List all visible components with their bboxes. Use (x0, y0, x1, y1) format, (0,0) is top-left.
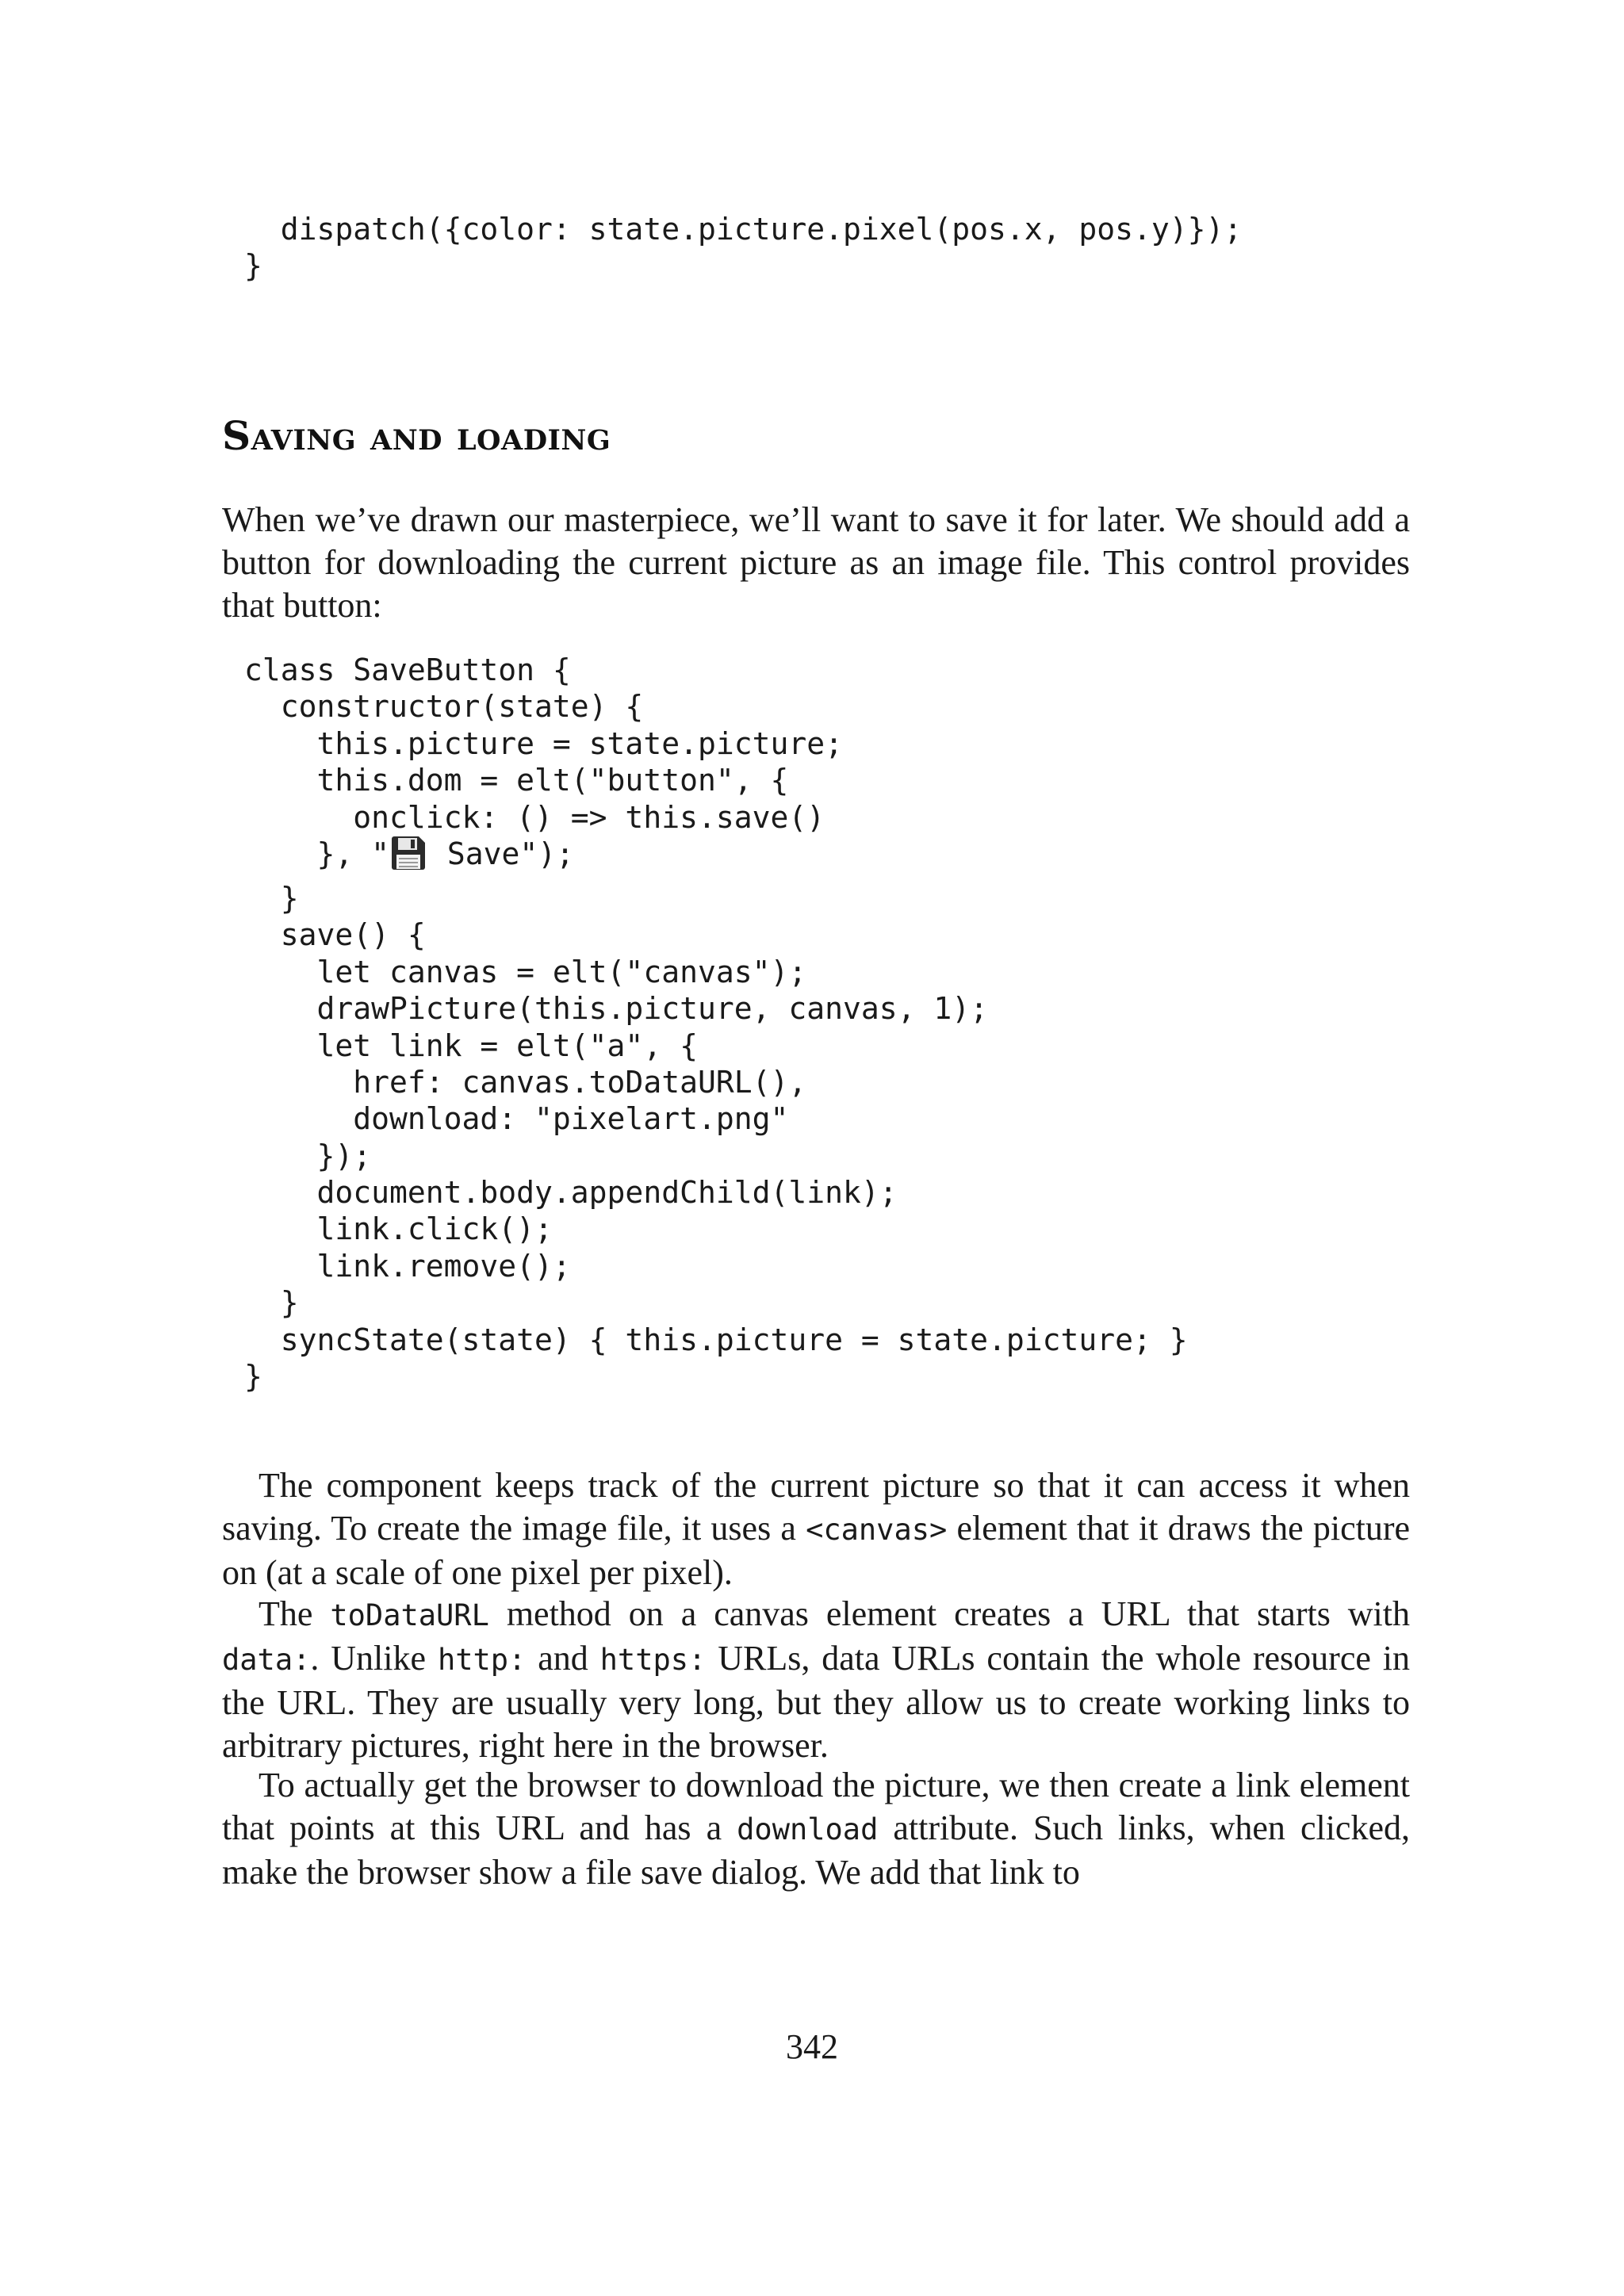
code-line: let link = elt("a", { (244, 1027, 698, 1063)
code-line: } (244, 248, 262, 284)
code-line: link.click(); (244, 1211, 553, 1247)
code-block-savebutton (244, 652, 1188, 1395)
code-line-save (244, 836, 1188, 880)
inline-code: download (737, 1812, 879, 1846)
paragraph-text: The component keeps track of the current picture so that it can access it when saving. To create the image file, it uses a (222, 1466, 1410, 1548)
paragraph-text: method on a canvas element creates a URL that starts with (488, 1594, 1411, 1633)
code-line: onclick: () => this.save() (244, 799, 825, 835)
code-line: let canvas = elt("canvas"); (244, 954, 807, 989)
inline-code: <canvas> (806, 1513, 948, 1547)
body-paragraph (222, 1464, 1410, 1594)
code-line: } (244, 880, 299, 916)
section-heading: Saving and loading (222, 412, 611, 459)
paragraph-text: The (259, 1594, 331, 1633)
paragraph-text: URLs, data URLs contain the whole resource in the URL. They are usually very long, but they allow us to create working links to arbitrary pictures, right here in the browser. (222, 1639, 1411, 1765)
body-paragraph (222, 1593, 1410, 1767)
body-paragraph (222, 1764, 1410, 1894)
code-line: this.picture = state.picture; (244, 725, 843, 761)
code-line: save() { (244, 917, 426, 953)
page-number: 342 (786, 2027, 838, 2066)
paragraph-text: To actually get the browser to download the picture, we then create a link element that points at this URL and has a (222, 1766, 1410, 1847)
inline-code: http: (437, 1643, 527, 1677)
code-line: this.dom = elt("button", { (244, 763, 789, 798)
code-fragment: }, " (244, 836, 390, 871)
paragraph-text: and (526, 1639, 600, 1678)
code-block-top (244, 211, 1242, 285)
code-line: syncState(state) { this.picture = state.picture; } (244, 1322, 1188, 1357)
code-line: href: canvas.toDataURL(), (244, 1064, 807, 1100)
inline-code: data: (222, 1643, 311, 1677)
code-line: drawPicture(this.picture, canvas, 1); (244, 991, 988, 1027)
code-line: link.remove(); (244, 1248, 571, 1284)
paragraph-text: attribute. Such links, when clicked, make the browser show a file save dialog. We add that link to (222, 1808, 1410, 1892)
code-line: } (244, 1285, 299, 1321)
code-fragment: Save"); (429, 836, 575, 871)
intro-paragraph: When we’ve drawn our masterpiece, we’ll want to save it for later. We should add a button for downloading the current picture as an image file. This control provides that button: (222, 500, 1410, 625)
code-line: }); (244, 1138, 372, 1173)
code-line: download: "pixelart.png" (244, 1101, 789, 1137)
floppy-disk-icon (391, 836, 426, 871)
inline-code: toDataURL (330, 1598, 489, 1632)
paragraph-text: . Unlike (310, 1639, 438, 1678)
code-line: constructor(state) { (244, 689, 644, 725)
code-line: } (244, 1359, 262, 1395)
inline-code: https: (599, 1643, 707, 1677)
code-line: class SaveButton { (244, 652, 571, 687)
code-line: dispatch({color: state.picture.pixel(pos.x, pos.y)}); (244, 212, 1243, 247)
code-line: document.body.appendChild(link); (244, 1175, 898, 1211)
paragraph-text: element that it draws the picture on (at a scale of one pixel per pixel). (222, 1509, 1411, 1592)
